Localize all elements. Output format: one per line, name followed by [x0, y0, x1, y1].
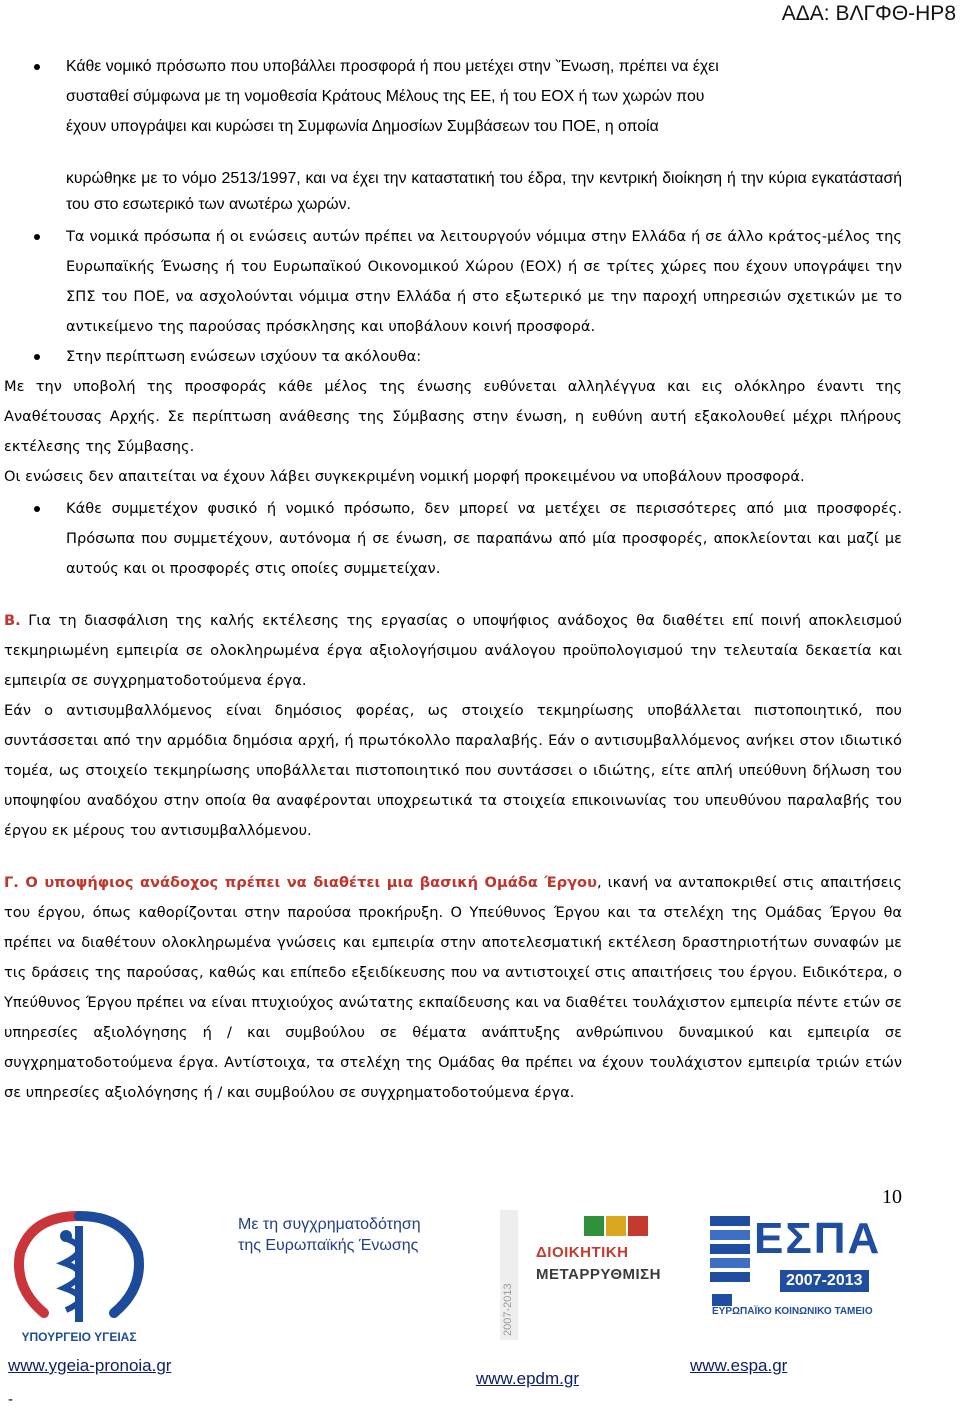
section-b	[0, 606, 960, 696]
cofunding-line-2: της Ευρωπαϊκής Ένωσης	[238, 1237, 419, 1254]
link-espa[interactable]: www.espa.gr	[690, 1356, 788, 1375]
section-b-text: Για τη διασφάλιση της καλής εκτέλεσης της εργασίας ο υποψήφιος ανάδοχος θα διαθέτει επί ποινή αποκλεισμού τεκμηριωμένη εμπειρία σε ολοκληρωμένα έργα αξιολογήσιμου ανάλογου προϋπολογισμού την τελευταία δεκαετία και εμπειρία σε συγχρηματοδοτούμενα έργα.	[4, 612, 902, 689]
bullet-item-1-continued: κυρώθηκε με το νόμο 2513/1997, και να έχει την καταστατική του έδρα, την κεντρική διοίκηση ή την κύρια εγκατάστασή του στο εσωτερικό των ανωτέρω χωρών.	[66, 170, 902, 213]
ada-code: ΑΔΑ: ΒΛΓΦΘ-ΗΡ8	[781, 2, 956, 25]
section-g-heading: Γ. Ο υποψήφιος ανάδοχος πρέπει να διαθέτει μια βασική Ομάδα Έργου	[4, 874, 597, 891]
ministry-health-caption: ΥΠΟΥΡΓΕΙΟ ΥΓΕΙΑΣ	[21, 1330, 137, 1344]
espa-years: 2007-2013	[780, 1270, 869, 1292]
union-paragraph-1: Με την υποβολή της προσφοράς κάθε μέλος της ένωσης ευθύνεται αλληλέγγυα και εις ολόκληρο έναντι της Αναθέτουσας Αρχής. Σε περίπτωση ανάθεσης της Σύμβασης στην ένωση, η ευθύνη αυτή εξακολουθεί μέχρι πλήρους εκτέλεσης της Σύμβασης.	[4, 378, 902, 455]
bullet-item-3	[0, 342, 960, 372]
bullet-dot	[34, 506, 40, 512]
bullet-item-1-line-1: Κάθε νομικό πρόσωπο που υποβάλλει προσφορά ή που μετέχει στην ‵Ένωση, πρέπει να έχει	[66, 58, 719, 75]
espa-title: ΕΣΠΑ	[754, 1214, 882, 1263]
bullet-dot	[34, 234, 40, 240]
link-epdm[interactable]: www.epdm.gr	[476, 1369, 579, 1388]
bullet-item-2-text: Τα νομικά πρόσωπα ή οι ενώσεις αυτών πρέπει να λειτουργούν νόμιμα στην Ελλάδα ή σε άλλο κράτος-μέλος της Ευρωπαϊκής Ένωσης ή του Ευρωπαϊκού Οικονομικού Χώρου (ΕΟΧ) ή σε τρίτες χώρες που έχουν υπογράψει την ΣΠΣ του ΠΟΕ, να ασχολούνται νόμιμα στην Ελλάδα ή στο εξωτερικό με την παροχή υπηρεσιών σχετικών με το αντικείμενο της παρούσας πρόσκλησης και υποβάλουν κοινή προσφορά.	[66, 228, 902, 335]
bullet-item-4-text: Κάθε συμμετέχον φυσικό ή νομικό πρόσωπο, δεν μπορεί να μετέχει σε περισσότερες από μια προσφορές. Πρόσωπα που συμμετέχουν, αυτόνομα ή σε ένωση, σε παραπάνω από μία προσφορές, αποκλείονται και μαζί με αυτούς και οι προσφορές στις οποίες συμμετείχαν.	[66, 500, 902, 577]
section-g	[0, 868, 960, 1108]
bullet-item-3-text: Στην περίπτωση ενώσεων ισχύουν τα ακόλουθα:	[66, 348, 422, 365]
bullet-item-2	[0, 222, 960, 342]
document-body	[0, 52, 960, 1108]
espa-caption: ΕΥΡΩΠΑΪΚΟ ΚΟΙΝΩΝΙΚΟ ΤΑΜΕΙΟ	[712, 1306, 873, 1317]
espa-logo	[702, 1208, 912, 1338]
section-b-paragraph-2: Εάν ο αντισυμβαλλόμενος είναι δημόσιος φορέας, ως στοιχείο τεκμηρίωσης υποβάλλεται πιστοποιητικό, που συντάσσεται από την αρμόδια δημόσια αρχή, ή πρωτόκολλο παραλαβής. Εάν ο αντισυμβαλλόμενος ανήκει στον ιδιωτικό τομέα, ως στοιχείο τεκμηρίωσης υποβάλλεται πιστοποιητικό που συντάσσει ο ιδιώτης, είτε απλή υπεύθυνη δήλωση του υποψηφίου αναδόχου στην οποία θα αναφέρονται υποχρεωτικά τα στοιχεία επικοινωνίας του υπευθύνου παραλαβής του έργου εκ μέρους του αντισυμβαλλόμενου.	[4, 702, 902, 839]
cofunding-line-1: Με τη συγχρηματοδότηση	[238, 1216, 421, 1233]
caduceus-icon	[4, 1208, 154, 1328]
bullet-item-1	[0, 52, 960, 142]
bullet-dot	[34, 64, 40, 70]
administrative-reform-years: 2007-2013	[502, 1283, 514, 1336]
cofunding-note	[238, 1214, 421, 1256]
bullet-item-4	[0, 494, 960, 584]
section-b-label: Β.	[4, 612, 21, 629]
bullet-dot	[34, 354, 40, 360]
bullet-item-1-line-3: έχουν υπογράψει και κυρώσει τη Συμφωνία Δημοσίων Συμβάσεων του ΠΟΕ, η οποία	[66, 118, 659, 135]
administrative-reform-line-2: ΜΕΤΑΡΡΥΘΜΙΣΗ	[536, 1266, 661, 1283]
administrative-reform-logo	[500, 1210, 665, 1340]
link-ygeia-pronoia[interactable]: www.ygeia-pronoia.gr	[8, 1356, 172, 1375]
administrative-reform-line-1: ΔΙΟΙΚΗΤΙΚΗ	[536, 1244, 629, 1261]
page-number: 10	[882, 1186, 902, 1208]
union-paragraph-2: Οι ενώσεις δεν απαιτείται να έχουν λάβει συγκεκριμένη νομική μορφή προκειμένου να υποβάλουν προσφορά.	[4, 468, 805, 485]
section-g-text: , ικανή να ανταποκριθεί στις απαιτήσεις του έργου, όπως καθορίζονται στην παρούσα προκήρυξη. Ο Υπεύθυνος Έργου και τα στελέχη της Ομάδας Έργου θα πρέπει να διαθέτουν ολοκληρωμένα γνώσεις και εμπειρία στην αποτελεσματική εκτέλεση δραστηριοτήτων συναφών με τις δράσεις της παρούσας, καθώς και επίπεδο εξειδίκευσης που να αντιστοιχεί στις απαιτήσεις του έργου. Ειδικότερα, ο Υπεύθυνος Έργου πρέπει να είναι πτυχιούχος ανώτατης εκπαίδευσης και να διαθέτει τουλάχιστον εμπειρία πέντε ετών σε υπηρεσίες αξιολόγησης ή / και συμβούλου σε θέματα ανάπτυξης ανθρώπινου δυναμικού και εμπειρία σε συγχρηματοδοτούμενα έργα. Αντίστοιχα, τα στελέχη της Ομάδας θα πρέπει να έχουν τουλάχιστον εμπειρία τριών ετών σε υπηρεσίες αξιολόγησης ή / και συμβούλου σε συγχρηματοδοτούμενα έργα.	[4, 874, 903, 1101]
footer-dash: -	[8, 1392, 14, 1408]
bullet-item-1-line-2: συσταθεί σύμφωνα με τη νομοθεσία Κράτους Μέλους της ΕΕ, ή του ΕΟΧ ή των χωρών που	[66, 88, 705, 105]
ministry-health-logo	[4, 1208, 154, 1348]
